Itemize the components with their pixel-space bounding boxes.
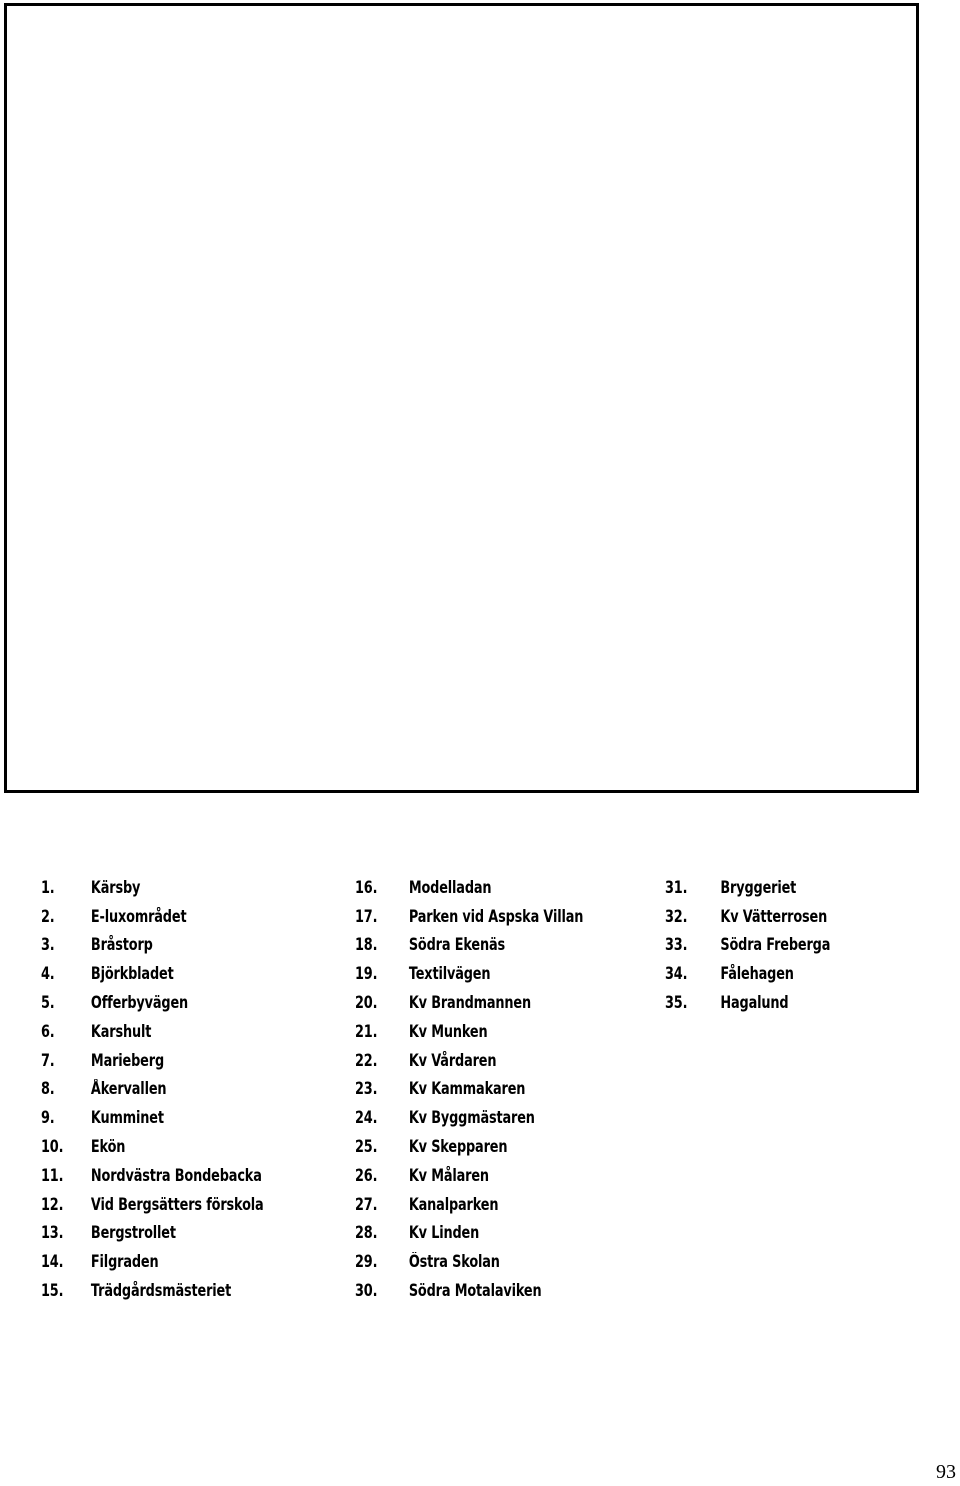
item-number: 20. [355,993,378,1013]
item-name: Kv Vätterrosen [720,906,828,926]
list-item [41,1190,264,1219]
item-number: 35. [665,993,688,1013]
item-number: 19. [355,964,378,984]
list-item [665,873,830,902]
item-name: E-luxområdet [90,906,187,926]
list-item [355,1103,583,1132]
item-number: 22. [355,1050,378,1070]
item-name: Modelladan [408,877,492,897]
item-name: Kv Målaren [408,1165,489,1185]
item-name: Marieberg [90,1050,164,1070]
item-name: Kv Munken [408,1021,488,1041]
item-number: 10. [41,1137,64,1157]
list-item [41,1075,264,1104]
list-item [665,959,830,988]
item-number: 7. [41,1050,55,1070]
item-number: 27. [355,1194,378,1214]
item-name: Östra Skolan [408,1252,500,1272]
item-number: 15. [41,1281,64,1301]
list-item [665,902,830,931]
list-item [41,1046,264,1075]
list-item [355,1046,583,1075]
item-number: 17. [355,906,378,926]
page-number: 93 [936,1461,956,1483]
item-number: 28. [355,1223,378,1243]
item-number: 31. [665,877,688,897]
item-name: Hagalund [720,993,789,1013]
item-number: 32. [665,906,688,926]
item-number: 13. [41,1223,64,1243]
item-name: Bråstorp [90,935,153,955]
item-number: 2. [41,906,55,926]
item-number: 11. [41,1165,64,1185]
list-item [41,959,264,988]
item-name: Kv Kammakaren [408,1079,526,1099]
item-name: Åkervallen [90,1079,167,1099]
item-number: 9. [41,1108,55,1128]
item-name: Södra Motalaviken [408,1281,542,1301]
list-item [355,873,583,902]
item-name: Kv Byggmästaren [408,1108,535,1128]
item-name: Ekön [90,1137,126,1157]
item-number: 25. [355,1137,378,1157]
item-name: Bryggeriet [720,877,797,897]
item-number: 34. [665,964,688,984]
list-item [355,931,583,960]
item-number: 26. [355,1165,378,1185]
item-name: Offerbyvägen [90,993,189,1013]
item-number: 8. [41,1079,55,1099]
list-item [41,1103,264,1132]
item-number: 4. [41,964,55,984]
list-item [355,1190,583,1219]
item-name: Kv Linden [408,1223,480,1243]
item-number: 33. [665,935,688,955]
list-item [355,1276,583,1305]
item-name: Kärsby [90,877,141,897]
item-name: Fålehagen [720,964,794,984]
list-item [665,931,830,960]
item-name: Vid Bergsätters förskola [90,1194,264,1214]
item-number: 6. [41,1021,55,1041]
item-number: 3. [41,935,55,955]
item-number: 29. [355,1252,378,1272]
item-number: 21. [355,1021,378,1041]
list-item [355,959,583,988]
list-item [355,902,583,931]
list-item [41,1276,264,1305]
item-name: Södra Ekenäs [408,935,506,955]
list-item [41,931,264,960]
list-item [41,1219,264,1248]
item-name: Parken vid Aspska Villan [408,906,584,926]
list-item [41,1161,264,1190]
list-item [355,1219,583,1248]
item-name: Trädgårdsmästeriet [90,1281,232,1301]
item-number: 5. [41,993,55,1013]
list-item [41,988,264,1017]
list-item [41,873,264,902]
item-number: 16. [355,877,378,897]
item-number: 30. [355,1281,378,1301]
item-number: 12. [41,1194,64,1214]
list-item [41,1247,264,1276]
list-item [41,1017,264,1046]
item-number: 1. [41,877,55,897]
item-name: Bergstrollet [90,1223,176,1243]
list-item [41,1132,264,1161]
item-number: 14. [41,1252,64,1272]
list-item [41,902,264,931]
item-name: Filgraden [90,1252,159,1272]
item-number: 23. [355,1079,378,1099]
place-list-column-1 [41,873,326,1305]
map-frame [4,3,919,793]
item-name: Karshult [90,1021,152,1041]
item-name: Kv Skepparen [408,1137,508,1157]
item-name: Björkbladet [90,964,174,984]
item-name: Nordvästra Bondebacka [90,1165,262,1185]
item-name: Södra Freberga [720,935,831,955]
list-item [355,1075,583,1104]
item-number: 18. [355,935,378,955]
list-item [355,1161,583,1190]
list-item [355,1247,583,1276]
item-name: Kv Vårdaren [408,1050,497,1070]
place-list-column-2 [355,873,648,1305]
list-item [355,988,583,1017]
list-item [355,1017,583,1046]
item-name: Kanalparken [408,1194,499,1214]
item-number: 24. [355,1108,378,1128]
list-item [665,988,830,1017]
item-name: Textilvägen [408,964,491,984]
item-name: Kumminet [90,1108,164,1128]
item-name: Kv Brandmannen [408,993,532,1013]
place-list-column-3 [665,873,877,1017]
list-item [355,1132,583,1161]
